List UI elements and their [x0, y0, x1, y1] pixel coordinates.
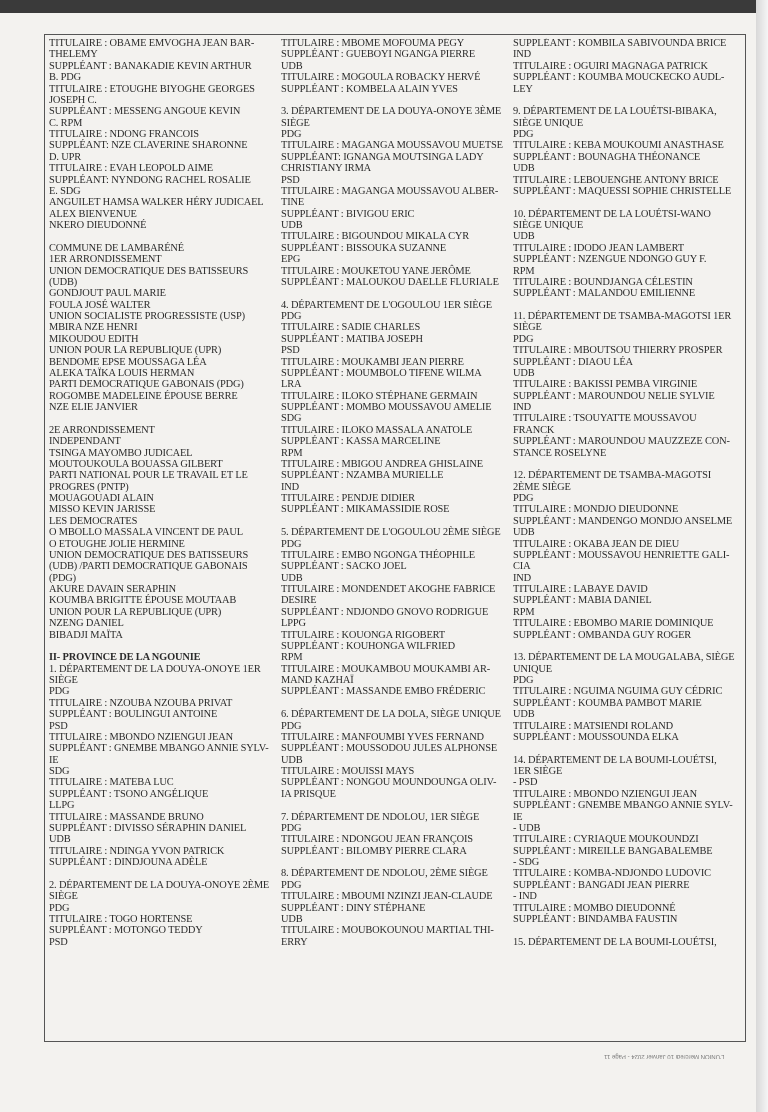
text-line: SUPPLÉANT : BANAKADIE KEVIN ARTHUR: [49, 60, 252, 72]
text-line: TITULAIRE : EVAH LEOPOLD AIME: [49, 163, 213, 175]
text-line: - UDB: [513, 822, 541, 834]
text-line: JOSEPH C.: [49, 94, 97, 106]
text-line: PSD: [281, 174, 300, 186]
text-line: TITULAIRE : ILOKO MASSALA ANATOLE: [281, 424, 473, 436]
text-line: UDB: [513, 367, 535, 379]
blank-line: [281, 800, 509, 811]
text-line: TITULAIRE : ETOUGHE BIYOGHE GEORGES: [49, 83, 255, 95]
text-line: LEY: [513, 83, 533, 95]
text-line: 9. DÉPARTEMENT DE LA LOUÉTSI-BIBAKA,: [513, 106, 717, 118]
page-edge-shadow: [756, 0, 768, 1112]
text-line: SIÈGE UNIQUE: [513, 220, 584, 231]
blank-line: [513, 743, 741, 754]
text-line: SUPPLÉANT : MAROUNDOU MAUZZEZE CON-: [513, 436, 730, 448]
text-line: UDB: [281, 754, 303, 766]
text-line: SUPPLÉANT : KOMBELA ALAIN YVES: [281, 83, 458, 95]
text-line: TITULAIRE : NDINGA YVON PATRICK: [49, 845, 225, 857]
text-line: TITULAIRE : NZOUBA NZOUBA PRIVAT: [49, 697, 233, 709]
text-line: TITULAIRE : MOUKAMBI JEAN PIERRE: [281, 356, 464, 368]
text-line: 12. DÉPARTEMENT DE TSAMBA-MAGOTSI: [513, 470, 712, 482]
text-line: RPM: [281, 652, 303, 664]
text-line: NZENG DANIEL: [49, 618, 124, 630]
text-line: STANCE ROSELYNE: [513, 447, 607, 459]
blank-line: [281, 95, 509, 106]
text-line: BIBADJI MAÏTA: [49, 629, 123, 641]
text-line: SUPPLÉANT : KOUMBA PAMBOT MARIE: [513, 697, 702, 709]
text-line: SUPPLÉANT : MALANDOU EMILIENNE: [513, 288, 696, 300]
text-line: TITULAIRE : PENDJE DIDIER: [281, 493, 415, 504]
text-line: SUPPLÉANT : MOUSSAVOU HENRIETTE GALI-: [513, 549, 730, 561]
text-line: ROGOMBE MADELEINE ÉPOUSE BERRE: [49, 390, 238, 402]
text-line: TITULAIRE : BOUNDJANGA CÉLESTIN: [513, 276, 693, 288]
text-line: SUPPLÉANT : DIAOU LÉA: [513, 356, 633, 368]
text-line: TITULAIRE : MATSIENDI ROLAND: [513, 720, 674, 732]
text-line: - PSD: [513, 777, 538, 789]
text-line: UNION POUR LA REPUBLIQUE (UPR): [49, 345, 222, 357]
text-line: UDB: [281, 220, 303, 231]
text-line: PDG: [513, 493, 534, 504]
text-line: 15. DÉPARTEMENT DE LA BOUMI-LOUÉTSI,: [513, 936, 717, 948]
text-line: SDG: [49, 766, 70, 777]
text-line: TITULAIRE : MASSANDE BRUNO: [49, 811, 204, 823]
text-line: SIÈGE: [49, 891, 78, 903]
blank-line: [513, 197, 741, 208]
text-line: PDG: [513, 675, 534, 686]
text-line: UNIQUE: [513, 663, 552, 675]
text-line: 6. DÉPARTEMENT DE LA DOLA, SIÈGE UNIQUE: [281, 709, 501, 721]
text-line: TITULAIRE : ILOKO STÉPHANE GERMAIN: [281, 390, 478, 402]
text-line: TITULAIRE : MANFOUMBI YVES FERNAND: [281, 731, 484, 743]
text-line: INDEPENDANT: [49, 436, 121, 448]
text-line: SUPPLÉANT : GNEMBE MBANGO ANNIE SYLV-: [49, 743, 269, 755]
text-line: TITULAIRE : IDODO JEAN LAMBERT: [513, 242, 684, 254]
text-line: SUPPLÉANT : NZAMBA MURIELLE: [281, 470, 444, 482]
blank-line: [513, 95, 741, 106]
text-column-3: [513, 38, 741, 1038]
text-line: TITULAIRE : LEBOUENGHE ANTONY BRICE: [513, 174, 719, 186]
text-line: SUPPLÉANT : KASSA MARCELINE: [281, 436, 441, 448]
text-line: SUPPLÉANT : MOTONGO TEDDY: [49, 925, 203, 937]
text-line: THELEMY: [49, 49, 98, 61]
text-line: PDG: [281, 129, 302, 140]
text-line: (PDG): [49, 572, 76, 584]
text-line: NKERO DIEUDONNÉ: [49, 220, 147, 231]
text-line: SUPPLÉANT : MOUMBOLO TIFENE WILMA: [281, 367, 482, 379]
text-line: PARTI NATIONAL POUR LE TRAVAIL ET LE: [49, 470, 248, 482]
text-line: SUPPLÉANT : BOULINGUI ANTOINE: [49, 709, 218, 721]
text-line: SIÈGE UNIQUE: [513, 117, 584, 129]
text-line: TINE: [281, 197, 305, 209]
text-line: 2. DÉPARTEMENT DE LA DOUYA-ONOYE 2ÈME: [49, 879, 270, 891]
blank-line: [513, 300, 741, 311]
text-line: D. UPR: [49, 151, 82, 163]
text-line: SUPPLÉANT : MASSANDE EMBO FRÉDERIC: [281, 686, 486, 698]
text-line: SUPPLÉANT : MAQUESSI SOPHIE CHRISTELLE: [513, 185, 732, 197]
text-line: UDB: [513, 527, 535, 539]
text-line: 2E ARRONDISSEMENT: [49, 424, 155, 436]
text-line: TITULAIRE : SADIE CHARLES: [281, 322, 421, 334]
blank-line: [513, 641, 741, 652]
text-line: TITULAIRE : KOMBA-NDJONDO LUDOVIC: [513, 868, 711, 880]
text-line: SUPPLÉANT : TSONO ANGÉLIQUE: [49, 788, 209, 800]
text-line: TITULAIRE : MAGANGA MOUSSAVOU ALBER-: [281, 185, 499, 197]
text-line: SUPPLÉANT : BANGADI JEAN PIERRE: [513, 879, 690, 891]
blank-line: [49, 413, 277, 424]
text-line: TITULAIRE : BIGOUNDOU MIKALA CYR: [281, 231, 469, 243]
text-line: SUPPLÉANT : MESSENG ANGOUE KEVIN: [49, 106, 241, 118]
text-line: TITULAIRE : KEBA MOUKOUMI ANASTHASE: [513, 140, 724, 152]
blank-line: [281, 698, 509, 709]
document-frame: [44, 34, 746, 1042]
text-line: SUPPLÉANT : BINDAMBA FAUSTIN: [513, 913, 678, 925]
blank-line: [513, 459, 741, 470]
text-line: SUPPLÉANT : SACKO JOEL: [281, 561, 407, 573]
text-line: FRANCK: [513, 424, 555, 436]
text-line: TITULAIRE : MATEBA LUC: [49, 777, 174, 789]
text-line: IE: [513, 811, 523, 823]
text-line: 1ER SIÈGE: [513, 766, 563, 777]
text-line: SUPPLÉANT: IGNANGA MOUTSINGA LADY: [281, 151, 484, 163]
text-line: LLPG: [49, 800, 75, 812]
text-line: 3. DÉPARTEMENT DE LA DOUYA-ONOYE 3ÈME: [281, 106, 502, 118]
text-line: MISSO KEVIN JARISSE: [49, 504, 156, 516]
text-line: GONDJOUT PAUL MARIE: [49, 288, 166, 300]
text-line: SDG: [281, 413, 302, 425]
text-line: TITULAIRE : CYRIAQUE MOUKOUNDZI: [513, 834, 699, 846]
text-line: TITULAIRE : BAKISSI PEMBA VIRGINIE: [513, 379, 698, 391]
text-line: NZE ELIE JANVIER: [49, 402, 138, 413]
text-line: IA PRISQUE: [281, 788, 336, 800]
text-line: (UDB): [49, 276, 78, 288]
text-line: MBIRA NZE HENRI: [49, 322, 138, 334]
text-line: SUPPLÉANT : MALOUKOU DAELLE FLURIALE: [281, 276, 499, 288]
text-line: - IND: [513, 891, 537, 903]
text-line: UDB: [513, 163, 535, 175]
page-footer: L'UNION Mercredi 10 Janvier 2024 - Page 11: [604, 1053, 725, 1059]
blank-line: [513, 925, 741, 936]
text-line: SUPPLÉANT : BOUNAGHA THÉONANCE: [513, 151, 701, 163]
text-line: SUPPLÉANT : OMBANDA GUY ROGER: [513, 629, 692, 641]
text-line: SUPPLÉANT : BISSOUKA SUZANNE: [281, 242, 447, 254]
blank-line: [49, 231, 277, 242]
text-line: PDG: [281, 311, 302, 322]
text-line: SUPPLÉANT : MOUSSOUNDA ELKA: [513, 731, 679, 743]
text-line: 1ER ARRONDISSEMENT: [49, 254, 162, 266]
text-line: TITULAIRE : MOMBO DIEUDONNÉ: [513, 902, 676, 914]
text-line: UDB: [281, 60, 303, 72]
text-line: SUPPLÉANT : MOUSSODOU JULES ALPHONSE: [281, 743, 498, 755]
text-line: TITULAIRE : NDONG FRANCOIS: [49, 129, 199, 140]
text-line: SIÈGE: [513, 322, 542, 334]
text-line: IND: [281, 481, 300, 493]
text-line: TITULAIRE : KOUONGA RIGOBERT: [281, 629, 446, 641]
text-line: MOUAGOUADI ALAIN: [49, 493, 154, 504]
text-line: PSD: [281, 345, 300, 357]
text-line: UNION DEMOCRATIQUE DES BATISSEURS: [49, 265, 249, 277]
text-line: 10. DÉPARTEMENT DE LA LOUÉTSI-WANO: [513, 208, 711, 220]
text-line: TITULAIRE : NDONGOU JEAN FRANÇOIS: [281, 834, 473, 846]
text-line: MIKOUDOU EDITH: [49, 333, 139, 345]
text-line: COMMUNE DE LAMBARÉNÉ: [49, 242, 184, 254]
text-line: BENDOME EPSE MOUSSAGA LÉA: [49, 356, 207, 368]
text-line: SIÈGE: [281, 117, 310, 129]
text-line: PDG: [281, 720, 302, 732]
blank-line: [281, 857, 509, 868]
text-line: UDB: [513, 231, 535, 243]
text-line: SUPPLÉANT : KOUHONGA WILFRIED: [281, 640, 455, 652]
text-line: UDB: [281, 572, 303, 584]
text-line: TITULAIRE : OGUIRI MAGNAGA PATRICK: [513, 60, 708, 72]
text-line: ALEX BIENVENUE: [49, 208, 137, 220]
text-line: PARTI DEMOCRATIQUE GABONAIS (PDG): [49, 379, 244, 391]
text-line: FOULA JOSÉ WALTER: [49, 299, 151, 311]
text-line: TITULAIRE : MOUBOKOUNOU MARTIAL THI-: [281, 925, 494, 937]
text-line: TITULAIRE : LABAYE DAVID: [513, 584, 648, 595]
text-line: IND: [513, 49, 532, 61]
text-line: TITULAIRE : MBONDO NZIENGUI JEAN: [513, 788, 697, 800]
text-line: CHRISTIANY IRMA: [281, 163, 372, 175]
text-line: SUPPLÉANT : MATIBA JOSEPH: [281, 333, 423, 345]
text-line: IE: [49, 754, 59, 766]
text-line: PDG: [281, 538, 302, 550]
text-line: 4. DÉPARTEMENT DE L'OGOULOU 1ER SIÈGE: [281, 299, 493, 311]
text-line: E. SDG: [49, 185, 81, 197]
text-line: ERRY: [281, 936, 308, 948]
text-line: EPG: [281, 254, 301, 266]
text-line: SUPPLÉANT : DINY STÉPHANE: [281, 902, 426, 914]
text-line: TITULAIRE : MOGOULA ROBACKY HERVÉ: [281, 72, 481, 84]
text-line: SUPPLÉANT : MOMBO MOUSSAVOU AMELIE: [281, 402, 492, 413]
text-line: RPM: [281, 447, 303, 459]
text-line: KOUMBA BRIGITTE ÉPOUSE MOUTAAB: [49, 595, 237, 607]
text-line: AKURE DAVAIN SERAPHIN: [49, 584, 176, 595]
blank-line: [281, 516, 509, 527]
text-line: IND: [513, 572, 532, 584]
text-line: TITULAIRE : TSOUYATTE MOUSSAVOU: [513, 413, 697, 425]
text-line: TITULAIRE : MOUKETOU YANE JERÔME: [281, 265, 471, 277]
text-line: PDG: [49, 686, 70, 698]
text-line: 11. DÉPARTEMENT DE TSAMBA-MAGOTSI 1ER: [513, 311, 732, 322]
text-line: SUPPLÉANT : NZENGUE NDONGO GUY F.: [513, 254, 707, 266]
text-line: IND: [513, 402, 532, 413]
text-line: SIÈGE: [49, 675, 78, 686]
text-line: 13. DÉPARTEMENT DE LA MOUGALABA, SIÈGE: [513, 652, 735, 664]
blank-line: [49, 641, 277, 652]
text-line: SUPPLÉANT : BILOMBY PIERRE CLARA: [281, 845, 467, 857]
text-line: SUPPLÉANT : MABIA DANIEL: [513, 595, 652, 607]
text-line: SUPPLÉANT : MIREILLE BANGABALEMBE: [513, 845, 713, 857]
text-line: CIA: [513, 561, 531, 573]
text-line: (UDB) /PARTI DEMOCRATIQUE GABONAIS: [49, 561, 248, 573]
text-line: TITULAIRE : OBAME EMVOGHA JEAN BAR-: [49, 38, 255, 49]
text-line: TITULAIRE : MBOUMI NZINZI JEAN-CLAUDE: [281, 891, 493, 903]
text-line: TITULAIRE : MOUISSI MAYS: [281, 766, 415, 777]
text-line: UDB: [281, 913, 303, 925]
text-line: PDG: [513, 129, 534, 140]
text-line: O MBOLLO MASSALA VINCENT DE PAUL: [49, 527, 243, 539]
text-line: PDG: [49, 902, 70, 914]
text-line: RPM: [513, 265, 535, 277]
text-line: SUPPLÉANT : DINDJOUNA ADÈLE: [49, 857, 208, 868]
text-line: SUPPLÉANT : KOMBILA SABIVOUNDA BRICE: [513, 38, 727, 49]
text-line: TITULAIRE : OKABA JEAN DE DIEU: [513, 538, 680, 550]
text-line: 2ÈME SIÈGE: [513, 481, 571, 493]
text-line: RPM: [513, 606, 535, 618]
text-line: LPPG: [281, 618, 306, 630]
text-line: SUPPLÉANT : DIVISSO SÉRAPHIN DANIEL: [49, 822, 247, 834]
text-line: PSD: [49, 720, 68, 732]
text-line: TITULAIRE : MAGANGA MOUSSAVOU MUETSE: [281, 140, 503, 152]
text-line: B. PDG: [49, 72, 82, 84]
text-line: TSINGA MAYOMBO JUDICAEL: [49, 447, 193, 459]
text-line: PSD: [49, 936, 68, 948]
text-line: LES DEMOCRATES: [49, 515, 138, 527]
text-line: TITULAIRE : MBONDO NZIENGUI JEAN: [49, 731, 233, 743]
text-line: PDG: [513, 333, 534, 345]
text-column-1: [49, 38, 277, 1038]
text-line: TITULAIRE : TOGO HORTENSE: [49, 913, 193, 925]
text-line: TITULAIRE : MOUKAMBOU MOUKAMBI AR-: [281, 663, 491, 675]
top-dark-bar: [0, 0, 768, 13]
text-line: LRA: [281, 379, 302, 391]
text-line: 8. DÉPARTEMENT DE NDOLOU, 2ÈME SIÈGE: [281, 868, 488, 880]
text-line: SUPPLÉANT : NDJONDO GNOVO RODRIGUE: [281, 606, 489, 618]
text-line: 1. DÉPARTEMENT DE LA DOUYA-ONOYE 1ER: [49, 663, 261, 675]
text-line: MAND KAZHAÏ: [281, 675, 354, 686]
text-line: UDB: [513, 709, 535, 721]
text-line: TITULAIRE : MONDJO DIEUDONNE: [513, 504, 679, 516]
text-line: TITULAIRE : MBIGOU ANDREA GHISLAINE: [281, 458, 483, 470]
text-line: TITULAIRE : NGUIMA NGUIMA GUY CÉDRIC: [513, 686, 723, 698]
text-line: C. RPM: [49, 117, 83, 129]
text-line: PDG: [281, 879, 302, 891]
text-line: PDG: [281, 822, 302, 834]
text-line: TITULAIRE : MBOME MOFOUMA PÉGY: [281, 38, 465, 49]
text-line: SUPPLÉANT : MIKAMASSIDIE ROSE: [281, 504, 450, 516]
text-line: II- PROVINCE DE LA NGOUNIE: [49, 652, 201, 664]
text-line: PROGRES (PNTP): [49, 481, 129, 493]
text-line: UNION POUR LA REPUBLIQUE (UPR): [49, 606, 222, 618]
text-line: TITULAIRE : EBOMBO MARIE DOMINIQUE: [513, 618, 714, 630]
text-line: SUPPLÉANT: NYNDONG RACHEL ROSALIE: [49, 174, 251, 186]
text-line: SUPPLÉANT : NONGOU MOUNDOUNGA OLIV-: [281, 777, 497, 789]
text-line: SUPPLÉANT : BIVIGOU ERIC: [281, 208, 415, 220]
text-line: O ETOUGHE JOLIE HERMINE: [49, 538, 185, 550]
blank-line: [281, 288, 509, 299]
text-line: 14. DÉPARTEMENT DE LA BOUMI-LOUÉTSI,: [513, 754, 717, 766]
text-line: DESIRE: [281, 595, 317, 607]
text-line: TITULAIRE : MBOUTSOU THIERRY PROSPER: [513, 345, 723, 357]
text-line: 7. DÉPARTEMENT DE NDOLOU, 1ER SIÈGE: [281, 811, 480, 823]
text-column-2: [281, 38, 509, 1038]
text-line: SUPPLÉANT : GNEMBE MBANGO ANNIE SYLV-: [513, 800, 733, 812]
text-line: UNION DEMOCRATIQUE DES BATISSEURS: [49, 549, 249, 561]
text-line: UDB: [49, 834, 71, 846]
text-line: 5. DÉPARTEMENT DE L'OGOULOU 2ÈME SIÈGE: [281, 527, 501, 539]
text-line: SUPPLÉANT : GUEBOYI NGANGA PIERRE: [281, 49, 476, 61]
text-line: ALEKA TAÏKA LOUIS HERMAN: [49, 367, 195, 379]
text-line: SUPPLÉANT : MAROUNDOU NELIE SYLVIE: [513, 390, 715, 402]
text-line: SUPPLÉANT: NZE CLAVERINE SHARONNE: [49, 140, 248, 152]
text-line: SUPPLÉANT : KOUMBA MOUCKECKO AUDL-: [513, 72, 725, 84]
text-line: MOUTOUKOULA BOUASSA GILBERT: [49, 458, 223, 470]
text-line: - SDG: [513, 857, 540, 868]
text-line: TITULAIRE : MONDENDET AKOGHE FABRICE: [281, 584, 496, 595]
text-line: UNION SOCIALISTE PROGRESSISTE (USP): [49, 311, 245, 322]
text-line: SUPPLÉANT : MANDENGO MONDJO ANSELME: [513, 515, 733, 527]
text-line: TITULAIRE : EMBO NGONGA THÉOPHILE: [281, 549, 475, 561]
text-line: ANGUILET HAMSA WALKER HÉRY JUDICAEL: [49, 197, 264, 209]
blank-line: [49, 868, 277, 879]
